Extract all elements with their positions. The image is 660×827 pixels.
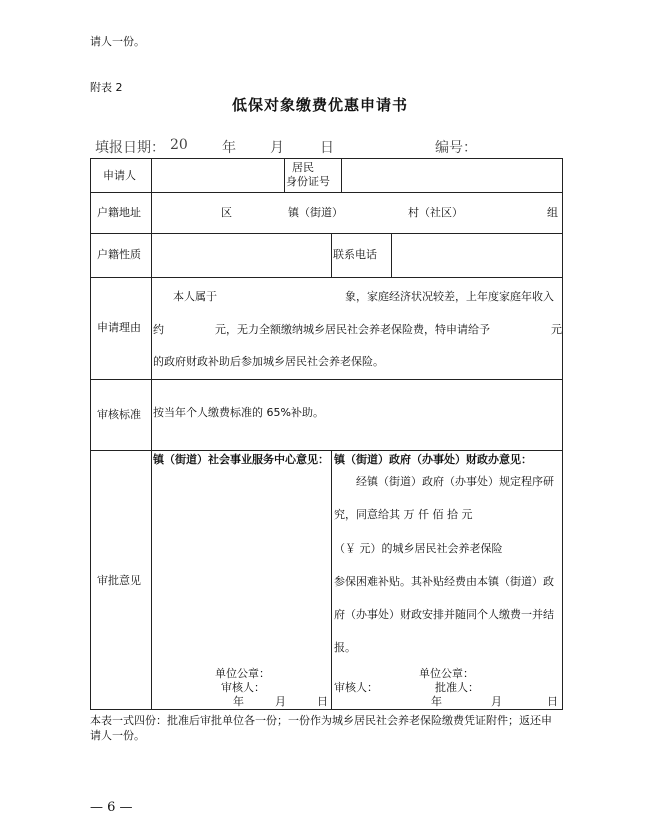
- address-label: 户籍地址: [97, 206, 141, 219]
- id-label-line1: 居民: [292, 161, 314, 174]
- standard-text: 按当年个人缴费标准的 65%补助。: [153, 406, 324, 419]
- left-year: 年: [233, 695, 244, 708]
- right-text-line1: 经镇（街道）政府（办事处）规定程序研: [356, 475, 554, 488]
- standard-label: 审核标准: [97, 408, 141, 421]
- right-month: 月: [491, 695, 502, 708]
- year-prefix: 20: [170, 137, 188, 153]
- left-reviewer-label: 审核人：: [221, 681, 265, 694]
- day-unit: 日: [320, 140, 334, 156]
- reason-line3: 的政府财政补助后参加城乡居民社会养老保险。: [153, 355, 384, 368]
- district-unit: 区: [221, 206, 232, 219]
- month-unit: 月: [270, 140, 284, 156]
- right-reviewer-label: 审核人：: [334, 681, 378, 694]
- left-opinion-head: 镇（街道）社会事业服务中心意见：: [153, 453, 329, 466]
- top-note: 请人一份。: [90, 35, 145, 48]
- reason-line2a: 约: [153, 323, 164, 336]
- application-table: [90, 158, 563, 710]
- right-opinion-head: 镇（街道）政府（办事处）财政办意见：: [334, 453, 532, 466]
- reason-line1b: 象，家庭经济状况较差，上年度家庭年收入: [345, 290, 554, 303]
- approval-label: 审批意见: [97, 574, 141, 587]
- id-label-line2: 身份证号: [286, 175, 330, 188]
- page-number: — 6 —: [90, 800, 133, 815]
- left-day: 日: [317, 695, 328, 708]
- household-type-label: 户籍性质: [97, 248, 141, 261]
- right-text-line6: 报。: [334, 641, 356, 654]
- group-unit: 组: [547, 206, 558, 219]
- right-year: 年: [431, 695, 442, 708]
- form-title: 低保对象缴费优惠申请书: [232, 96, 409, 114]
- year-unit: 年: [222, 140, 236, 156]
- town-unit: 镇（街道）: [288, 206, 343, 219]
- applicant-label: 申请人: [103, 169, 136, 182]
- footer-note-line2: 请人一份。: [90, 729, 145, 742]
- left-seal-label: 单位公章：: [215, 667, 270, 680]
- right-seal-label: 单位公章：: [419, 667, 474, 680]
- right-text-line4: 参保困难补贴。其补贴经费由本镇（街道）政: [334, 575, 554, 588]
- right-text-line2: 究，同意给其 万 仟 佰 拾 元: [334, 508, 473, 521]
- reason-label: 申请理由: [97, 321, 141, 334]
- left-month: 月: [275, 695, 286, 708]
- phone-label: 联系电话: [333, 248, 377, 261]
- attachment-label: 附表 2: [90, 81, 123, 94]
- village-unit: 村（社区）: [408, 206, 463, 219]
- right-text-line5: 府（办事处）财政安排并随同个人缴费一并结: [334, 608, 554, 621]
- right-text-line3: （￥ 元）的城乡居民社会养老保险: [334, 542, 503, 555]
- reason-line1a: 本人属于: [173, 290, 217, 303]
- date-label: 填报日期：: [95, 140, 165, 156]
- reason-line2c: 元: [551, 323, 562, 336]
- footer-note-line1: 本表一式四份：批准后审批单位各一份；一份作为城乡居民社会养老保险缴费凭证附件；返还申: [90, 714, 552, 727]
- right-day: 日: [547, 695, 558, 708]
- right-approver-label: 批准人：: [435, 681, 479, 694]
- number-label: 编号：: [435, 140, 477, 156]
- reason-line2b: 元，无力全额缴纳城乡居民社会养老保险费，特申请给予: [215, 323, 490, 336]
